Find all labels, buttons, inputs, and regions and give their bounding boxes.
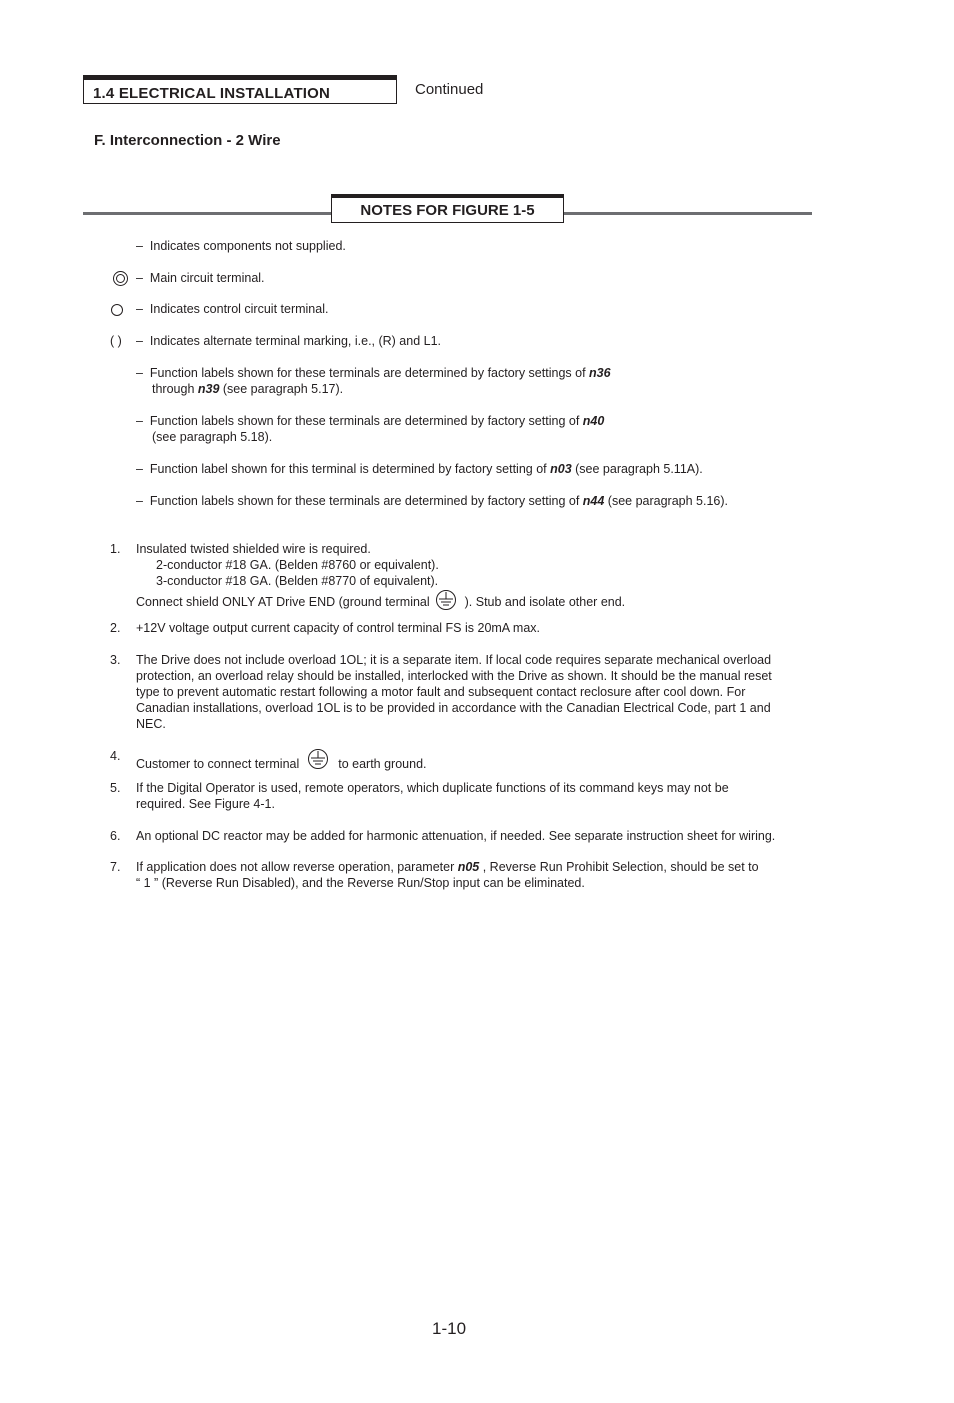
note-1: Insulated twisted shielded wire is required. 2-conductor #18 GA. (Belden #8760 or equivalent). 3-conductor #18 GA. (Belden #8770 of equivalent). Connect shield ONLY AT Drive END (ground terminal ). Stub and isolate other end. [136, 542, 626, 609]
note-6-number: 6. [110, 829, 121, 843]
legend-alternate-marking: – Indicates alternate terminal marking, i.e., (R) and L1. [136, 334, 442, 348]
legend-control-circuit: – Indicates control circuit terminal. [136, 302, 329, 316]
single-circle-icon [111, 304, 123, 316]
notes-title: NOTES FOR FIGURE 1-5 [360, 202, 535, 219]
note-6: An optional DC reactor may be added for harmonic attenuation, if needed. See separate instruction sheet for wiring. [136, 829, 776, 843]
subsection-heading: F. Interconnection - 2 Wire [94, 132, 281, 149]
note-7: If application does not allow reverse operation, parameter n05 , Reverse Run Prohibit Selection, should be set to “ 1 ” (Reverse Run Disabled), and the Reverse Run/Stop input can be eliminated. [136, 860, 759, 890]
legend-n36: – Function labels shown for these terminals are determined by factory settings of n36 through n39 (see paragraph 5.17). [136, 366, 611, 396]
note-3-number: 3. [110, 653, 121, 667]
page-number: 1-10 [432, 1319, 467, 1338]
legend-main-circuit: – Main circuit terminal. [136, 271, 265, 285]
section-header-box [83, 75, 397, 104]
note-4-number: 4. [110, 749, 121, 763]
notes-title-box [331, 194, 564, 223]
legend-components: – Indicates components not supplied. [136, 239, 346, 253]
note-7-number: 7. [110, 860, 121, 874]
note-3: The Drive does not include overload 1OL; it is a separate item. If local code requires separate mechanical overload protection, an overload relay should be installed, interlocked with the Drive as shown. It should be the manual reset type to prevent automatic restart following a motor fault and subsequent contact reclosure after cool down. For Canadian installations, overload 1OL is to be provided in accordance with the Canadian Electrical Code, part 1 and NEC. [136, 653, 772, 731]
ground-icon [307, 748, 329, 770]
note-2: +12V voltage output current capacity of control terminal FS is 20mA max. [136, 621, 541, 635]
parens-symbol: ( ) [110, 334, 122, 348]
legend-n40: – Function labels shown for these terminals are determined by factory setting of n40 (see paragraph 5.18). [136, 414, 605, 444]
note-5-number: 5. [110, 781, 121, 795]
legend-n44: – Function labels shown for these terminals are determined by factory setting of n44 (see paragraph 5.16). [136, 494, 729, 508]
note-2-number: 2. [110, 621, 121, 635]
note-4: Customer to connect terminal to earth ground. [136, 748, 427, 772]
continued-label: Continued [415, 81, 484, 98]
note-1-number: 1. [110, 542, 121, 556]
ground-icon [435, 589, 457, 611]
section-label: 1.4 ELECTRICAL INSTALLATION [93, 85, 331, 102]
note-5: If the Digital Operator is used, remote operators, which duplicate functions of its command keys may not be required. See Figure 4-1. [136, 781, 729, 811]
double-circle-icon [113, 271, 128, 286]
legend-n03: – Function label shown for this terminal is determined by factory setting of n03 (see paragraph 5.11A). [136, 462, 703, 476]
